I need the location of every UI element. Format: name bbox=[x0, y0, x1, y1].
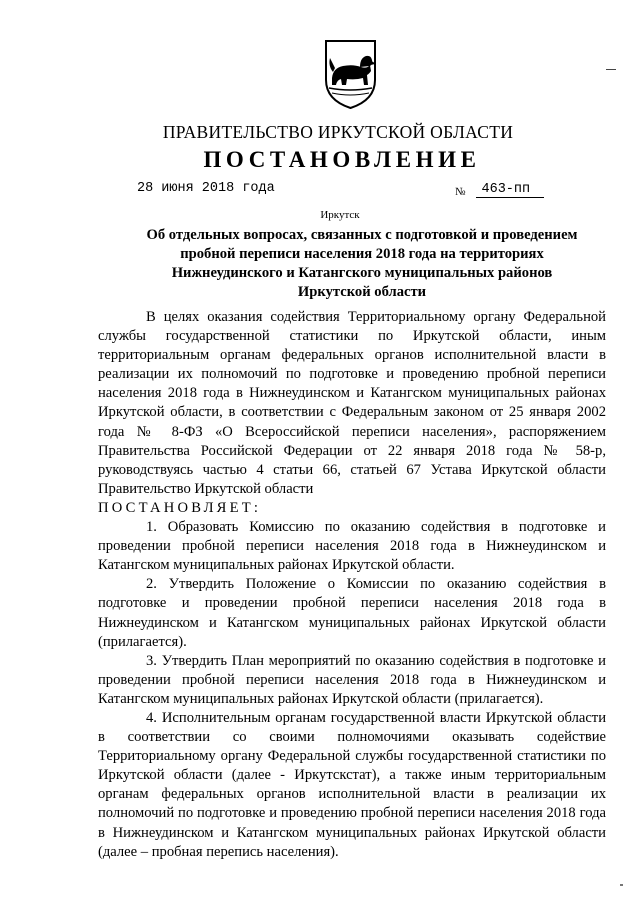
item-paragraph-2: 2. Утвердить Положение о Комиссии по оказанию содействия в подготовке и проведении пробной переписи населения 2018 года в Нижнеудинском и Катангском муниципальных районах Иркутской области (прилагается). bbox=[98, 576, 606, 650]
document-date: 28 июня 2018 года bbox=[137, 181, 275, 196]
subject-line: Иркутской области bbox=[297, 284, 427, 300]
number-sign: № bbox=[455, 186, 466, 198]
subject-line: Нижнеудинского и Катангского муниципальных районов bbox=[171, 265, 553, 281]
document-type: ПОСТАНОВЛЕНИЕ bbox=[203, 147, 481, 172]
document-body bbox=[98, 308, 606, 862]
scan-mark bbox=[606, 69, 616, 70]
resolves-heading: ПОСТАНОВЛЯЕТ: bbox=[98, 499, 262, 516]
document-city: Иркутск bbox=[320, 209, 360, 221]
preamble-paragraph: В целях оказания содействия Территориальному органу Федеральной службы государственной статистики по Иркутской области, иным территориальным органам федеральных органов исполнительной власти в реализации их полномочий по подготовке и проведению пробной переписи населения 2018 года в Нижнеудинском и Катангском муниципальных районах Иркутской области, в соответствии с Федеральным законом от 25 января 2002 года № 8-ФЗ «О Всероссийской переписи населения», распоряжением Правительства Российской Федерации от 22 января 2018 года № 58-р, руководствуясь частью 4 статьи 66, статьей 67 Устава Иркутской области Правительство Иркутской области bbox=[98, 309, 606, 497]
document-number: 463-пп bbox=[476, 182, 545, 198]
government-title: ПРАВИТЕЛЬСТВО ИРКУТСКОЙ ОБЛАСТИ bbox=[162, 122, 514, 142]
item-paragraph-3: 3. Утвердить План мероприятий по оказанию содействия в подготовке и проведении пробной переписи населения 2018 года в Нижнеудинском и Катангском муниципальных районах Иркутской области (прилагается). bbox=[98, 652, 606, 707]
scan-mark bbox=[620, 884, 623, 886]
item-paragraph-4: 4. Исполнительным органам государственной власти Иркутской области в соответствии со своими полномочиями оказывать содействие Территориальному органу Федеральной службы государственной статистики по Иркутской области (далее - Иркутскстат), а также иным территориальным органам федеральных органов исполнительной власти в реализации их полномочий по подготовке и проведению пробной переписи населения 2018 года в Нижнеудинском и Катангском муниципальных районах Иркутской области (далее – пробная перепись населения). bbox=[98, 709, 606, 860]
irkutsk-coat-of-arms-icon bbox=[323, 38, 378, 110]
subject-line: пробной переписи населения 2018 года на территориях bbox=[180, 246, 544, 262]
document-number-block bbox=[455, 183, 544, 201]
document-subject bbox=[118, 226, 606, 302]
item-paragraph-1: 1. Образовать Комиссию по оказанию содействия в подготовке и проведении пробной переписи населения 2018 года в Нижнеудинском и Катангском муниципальных районах Иркутской области. bbox=[98, 519, 606, 574]
subject-line: Об отдельных вопросах, связанных с подготовкой и проведением bbox=[146, 227, 578, 243]
